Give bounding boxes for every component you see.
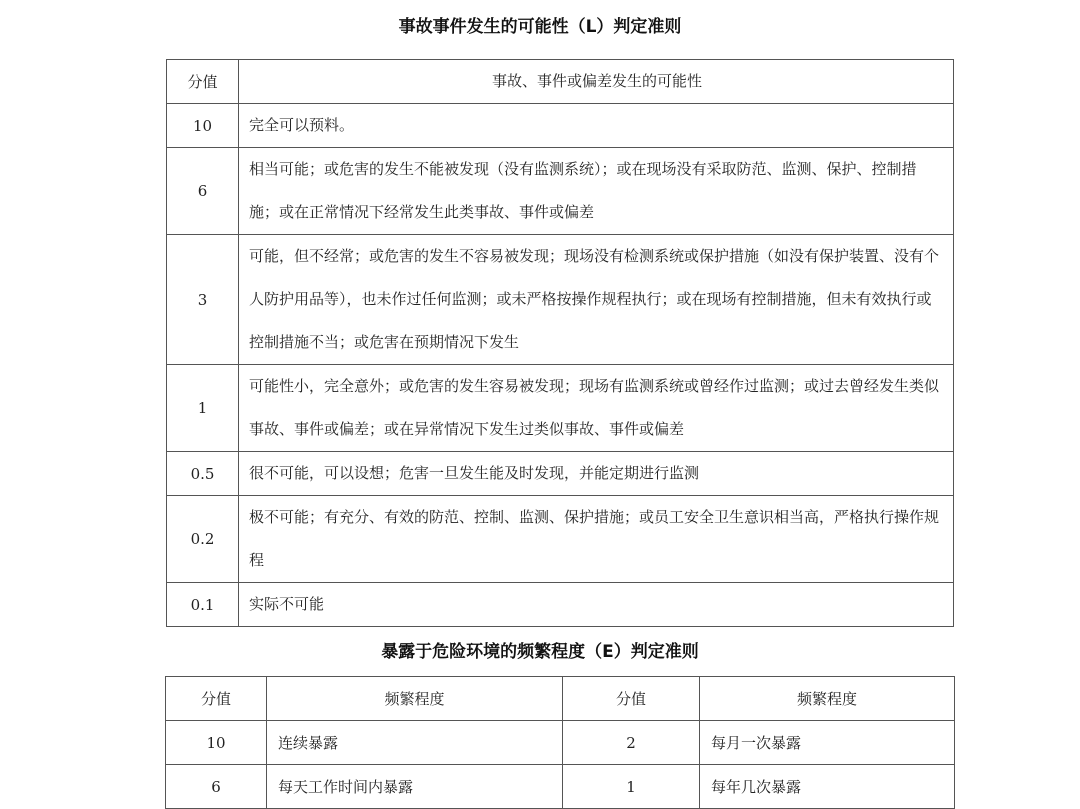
row-frequency: 每天工作时间内暴露 [267,765,563,809]
table-row [166,721,955,765]
table-row [167,365,954,452]
table-row [167,235,954,365]
row-description: 可能，但不经常；或危害的发生不容易被发现；现场没有检测系统或保护措施（如没有保护装置、没有个人防护用品等），也未作过任何监测；或未严格按操作规程执行；或在现场有控制措施，但未有效执行或控制措施不当；或危害在预期情况下发生 [239,235,954,365]
row-frequency: 每月一次暴露 [700,721,955,765]
table-row [167,496,954,583]
row-description: 可能性小，完全意外；或危害的发生容易被发现；现场有监测系统或曾经作过监测；或过去曾经发生类似事故、事件或偏差；或在异常情况下发生过类似事故、事件或偏差 [239,365,954,452]
row-score: 3 [167,235,239,365]
table-header-row [166,677,955,721]
row-score: 10 [166,721,267,765]
row-score: 0.1 [167,583,239,627]
row-frequency: 每年几次暴露 [700,765,955,809]
row-description: 很不可能，可以设想；危害一旦发生能及时发现，并能定期进行监测 [239,452,954,496]
table-row [167,452,954,496]
row-frequency: 连续暴露 [267,721,563,765]
exposure-criteria-title: 暴露于危险环境的频繁程度（E）判定准则 [381,642,699,662]
row-score: 1 [563,765,700,809]
row-description: 完全可以预料。 [239,104,954,148]
header-frequency: 频繁程度 [267,677,563,721]
table-row [167,583,954,627]
header-score: 分值 [166,677,267,721]
likelihood-criteria-title: 事故事件发生的可能性（L）判定准则 [398,17,682,37]
row-score: 0.5 [167,452,239,496]
row-score: 1 [167,365,239,452]
row-description: 实际不可能 [239,583,954,627]
row-score: 6 [166,765,267,809]
header-likelihood: 事故、事件或偏差发生的可能性 [239,60,954,104]
row-score: 6 [167,148,239,235]
header-score: 分值 [167,60,239,104]
header-frequency: 频繁程度 [700,677,955,721]
table-row [167,104,954,148]
row-score: 0.2 [167,496,239,583]
row-score: 10 [167,104,239,148]
table-header-row [167,60,954,104]
row-score: 2 [563,721,700,765]
table-row [167,148,954,235]
header-score: 分值 [563,677,700,721]
row-description: 极不可能；有充分、有效的防范、控制、监测、保护措施；或员工安全卫生意识相当高，严格执行操作规程 [239,496,954,583]
table-row [166,765,955,809]
exposure-frequency-table [165,676,955,809]
likelihood-criteria-table [166,59,954,627]
row-description: 相当可能；或危害的发生不能被发现（没有监测系统）；或在现场没有采取防范、监测、保护、控制措施；或在正常情况下经常发生此类事故、事件或偏差 [239,148,954,235]
